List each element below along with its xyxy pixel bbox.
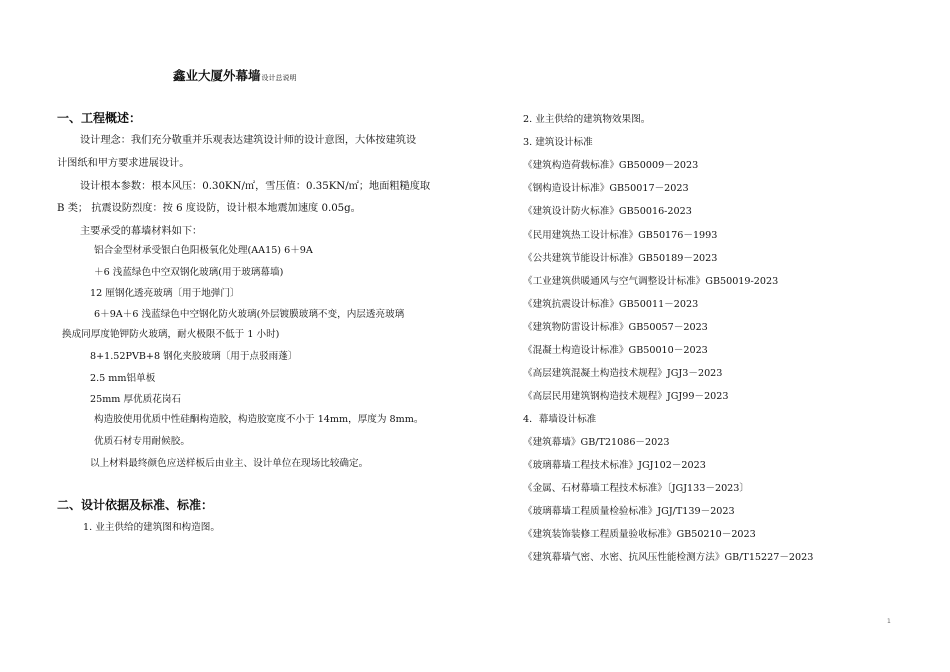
title-sub: 设计总说明 [261, 74, 297, 82]
standards-line: 《玻璃幕墙工程技术标准》JGJ102－2023 [523, 460, 706, 471]
section1-line: 主要承受的幕墙材料如下： [80, 226, 203, 237]
standards-line: 《建筑抗震设计标准》GB50011－2023 [523, 299, 699, 310]
material-item: 以上材料最终颜色应送样板后由业主、设计单位在现场比较确定。 [90, 458, 369, 469]
standards-line: 《建筑设计防火标准》GB50016-2023 [523, 206, 692, 217]
standards-line: 《公共建筑节能设计标准》GB50189－2023 [523, 253, 718, 264]
title-main: 鑫业大厦外幕墙 [173, 68, 261, 83]
document-title [173, 66, 297, 84]
standards-line: 2. 业主供给的建筑物效果图。 [523, 114, 651, 125]
standards-line: 《建筑幕墙气密、水密、抗风压性能检测方法》GB/T15227－2023 [523, 552, 814, 563]
section1-line: 设计根本参数：根本风压：0.30KN/㎡，雪压值：0.35KN/㎡；地面粗糙度取 [80, 181, 431, 192]
standards-line: 《高层建筑混凝土构造技术规程》JGJ3－2023 [523, 368, 723, 379]
material-item: 构造胶使用优质中性硅酮构造胶，构造胶宽度不小于 14mm，厚度为 8mm。 [94, 414, 424, 425]
section2-heading: 二、设计依据及标准、标准： [57, 498, 214, 512]
standards-line: 《建筑构造荷载标准》GB50009－2023 [523, 160, 699, 171]
material-item: 铝合金型材承受银白色阳极氧化处理(AA15) 6＋9A [94, 245, 313, 256]
section1-line: B 类； 抗震设防烈度：按 6 度设防，设计根本地震加速度 0.05g。 [57, 203, 361, 214]
standards-line: 《建筑物防雷设计标准》GB50057－2023 [523, 322, 708, 333]
standards-line: 《建筑幕墙》GB/T21086－2023 [523, 437, 670, 448]
material-item: 优质石材专用耐候胶。 [94, 436, 190, 447]
standards-line: 《建筑装饰装修工程质量验收标准》GB50210－2023 [523, 529, 756, 540]
material-item: 12 厘钢化透亮玻璃〔用于地弹门〕 [90, 288, 240, 299]
material-item: 2.5 mm铝单板 [90, 373, 156, 384]
material-item: 换成同厚度铯钾防火玻璃，耐火极限不低于 1 小时) [62, 329, 280, 340]
material-item: 6＋9A＋6 浅蓝绿色中空钢化防火玻璃(外层镀膜玻璃不变，内层透亮玻璃 [94, 309, 405, 320]
page-number: 1 [887, 618, 891, 625]
material-item: ＋6 浅蓝绿色中空双钢化玻璃(用于玻璃幕墙) [94, 267, 284, 278]
standards-line: 4．幕墙设计标准 [523, 414, 597, 425]
standards-line: 《民用建筑热工设计标准》GB50176－1993 [523, 230, 718, 241]
section2-item: 1. 业主供给的建筑图和构造图。 [83, 522, 220, 533]
section1-line: 计图纸和甲方要求进展设计。 [57, 158, 190, 169]
standards-line: 《高层民用建筑钢构造技术规程》JGJ99－2023 [523, 391, 729, 402]
section1-line: 设计理念：我们充分敬重并乐观表达建筑设计师的设计意图，大体按建筑设 [80, 135, 417, 146]
material-item: 8+1.52PVB+8 钢化夹胶玻璃〔用于点驳雨蓬〕 [90, 351, 298, 362]
material-item: 25mm 厚优质花岗石 [90, 394, 182, 405]
standards-line: 3. 建筑设计标准 [523, 137, 593, 148]
standards-line: 《工业建筑供暖通风与空气调整设计标准》GB50019-2023 [523, 276, 779, 287]
standards-line: 《混凝土构造设计标准》GB50010－2023 [523, 345, 708, 356]
section1-heading: 一、工程概述： [57, 111, 142, 125]
standards-line: 《金属、石材幕墙工程技术标准》〔JGJ133－2023〕 [523, 483, 749, 494]
standards-line: 《钢构造设计标准》GB50017－2023 [523, 183, 689, 194]
standards-line: 《玻璃幕墙工程质量检验标准》JGJ/T139－2023 [523, 506, 735, 517]
